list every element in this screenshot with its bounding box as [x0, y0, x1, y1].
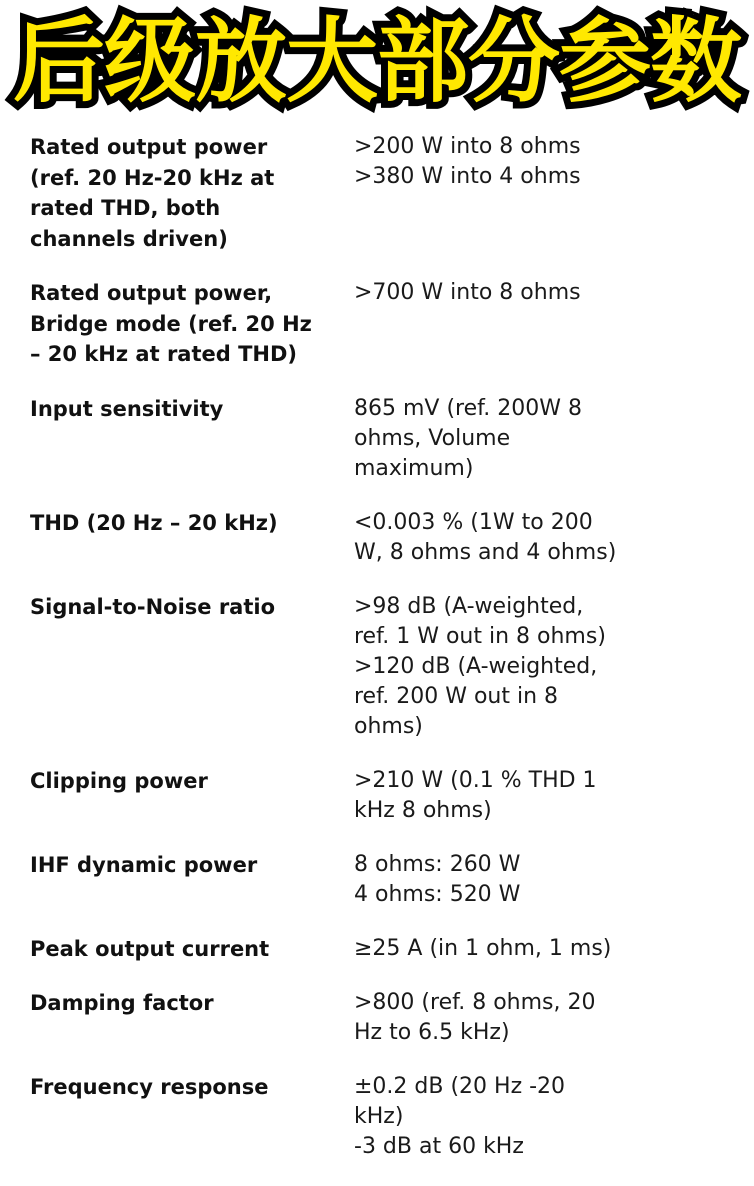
spec-row [0, 394, 754, 484]
spec-value-line: kHz) [354, 1104, 404, 1129]
spec-row [0, 278, 754, 370]
spec-label-line: Bridge mode (ref. 20 Hz [30, 311, 312, 336]
spec-value-line: >120 dB (A-weighted, [354, 653, 598, 679]
spec-label-line: IHF dynamic power [30, 852, 258, 877]
spec-label [0, 508, 326, 568]
spec-label [0, 1072, 326, 1162]
spec-value [326, 850, 726, 910]
spec-value-line: >700 W into 8 ohms [354, 280, 581, 305]
spec-label-line: THD (20 Hz – 20 kHz) [30, 510, 278, 535]
spec-value [326, 766, 726, 826]
spec-value-line: ≥25 A (in 1 ohm, 1 ms) [354, 935, 612, 961]
spec-label-line: Signal-to-Noise ratio [30, 594, 276, 619]
spec-label [0, 850, 326, 910]
spec-row [0, 592, 754, 742]
banner-title: 后级放大部分参数 [12, 8, 741, 115]
spec-value-line: kHz 8 ohms) [354, 797, 492, 823]
spec-label-line: Rated output power, [30, 281, 273, 305]
spec-value-line: ohms, Volume [354, 425, 511, 451]
spec-value [326, 934, 726, 965]
spec-label-line: – 20 kHz at rated THD) [30, 342, 298, 366]
spec-value-line: maximum) [354, 455, 474, 481]
spec-value-line: >210 W (0.1 % THD 1 [354, 767, 597, 793]
spec-label-line: channels driven) [30, 226, 228, 251]
spec-value-line: ref. 200 W out in 8 [354, 683, 559, 709]
spec-value-line: Hz to 6.5 kHz) [354, 1020, 510, 1045]
spec-value-line: W, 8 ohms and 4 ohms) [354, 539, 617, 565]
spec-value-line: 4 ohms: 520 W [354, 881, 521, 907]
spec-value [326, 278, 726, 370]
title-banner [0, 0, 754, 124]
spec-label [0, 988, 326, 1048]
spec-label-line: Damping factor [30, 991, 214, 1015]
spec-label-line: Rated output power [30, 135, 268, 159]
spec-row [0, 508, 754, 568]
spec-value-line: >380 W into 4 ohms [354, 164, 581, 189]
spec-label [0, 132, 326, 254]
spec-value [326, 394, 726, 484]
spec-row [0, 766, 754, 826]
spec-label [0, 934, 326, 965]
spec-value [326, 132, 726, 254]
spec-value [326, 988, 726, 1048]
spec-label-line: Input sensitivity [30, 396, 224, 421]
spec-value-line: 865 mV (ref. 200W 8 [354, 395, 583, 421]
spec-label-line: Clipping power [30, 768, 208, 793]
spec-row [0, 132, 754, 254]
spec-value-line: >800 (ref. 8 ohms, 20 [354, 990, 596, 1015]
spec-row [0, 934, 754, 965]
spec-row [0, 988, 754, 1048]
spec-value [326, 1072, 726, 1162]
spec-label-line: Frequency response [30, 1075, 269, 1099]
spec-label [0, 766, 326, 826]
spec-value-line: ohms) [354, 713, 423, 739]
spec-label [0, 394, 326, 484]
spec-label-line: Peak output current [30, 936, 270, 961]
spec-value [326, 508, 726, 568]
spec-row [0, 850, 754, 910]
spec-label-line: rated THD, both [30, 196, 221, 220]
spec-value-line: 8 ohms: 260 W [354, 851, 521, 877]
spec-row [0, 1072, 754, 1162]
spec-value-line: -3 dB at 60 kHz [354, 1134, 524, 1159]
spec-value-line: ±0.2 dB (20 Hz -20 [354, 1074, 566, 1099]
spec-label [0, 278, 326, 370]
spec-value-line: >200 W into 8 ohms [354, 134, 581, 159]
spec-label-line: (ref. 20 Hz-20 kHz at [30, 165, 275, 190]
spec-value-line: ref. 1 W out in 8 ohms) [354, 623, 606, 649]
spec-table [0, 132, 754, 1186]
spec-value [326, 592, 726, 742]
spec-value-line: >98 dB (A-weighted, [354, 593, 584, 619]
spec-value-line: <0.003 % (1W to 200 [354, 509, 593, 535]
spec-label [0, 592, 326, 742]
